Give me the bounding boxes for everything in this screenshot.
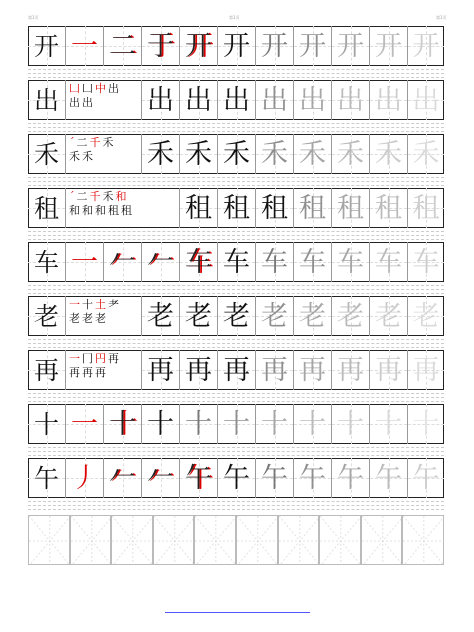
practice-cell (256, 80, 294, 120)
stroke-step-cell-glyph: 𠂉 (147, 462, 174, 494)
guide-line (28, 77, 444, 78)
practice-cell-glyph: 禾 (375, 138, 402, 170)
trace-cell (370, 26, 408, 66)
stroke-step-cell (180, 458, 218, 498)
stroke-step: 再 (82, 366, 93, 379)
stroke-step-cell (104, 26, 142, 66)
stroke-step: 再 (108, 352, 119, 365)
practice-cell (180, 350, 218, 390)
model-char-cell-glyph: 午 (33, 463, 59, 493)
stroke-order-line-top (69, 352, 138, 366)
stroke-order-sequence (66, 350, 142, 390)
guide-line (28, 455, 444, 456)
trace-cell-glyph: 十 (375, 408, 402, 440)
trace-cell (332, 458, 370, 498)
stroke-order-line-top (69, 82, 138, 96)
guide-line (28, 181, 444, 182)
guide-line (28, 123, 444, 124)
trace-cell-glyph: 开 (337, 30, 364, 62)
stroke-step: 出 (82, 96, 93, 109)
practice-cell (294, 188, 332, 228)
stroke-step-cell-glyph: 开 (185, 30, 212, 62)
trace-cell-glyph: 十 (299, 408, 326, 440)
mi-grid-guide (195, 516, 236, 565)
practice-cell-glyph: 租 (375, 192, 402, 224)
practice-cell (408, 134, 444, 174)
empty-practice-cell[interactable] (236, 515, 278, 565)
stroke-step: 一 (69, 298, 80, 311)
writing-guide-lines (28, 282, 444, 296)
stroke-step: 凵 (69, 82, 80, 95)
trace-cell-glyph: 十 (185, 408, 212, 440)
stroke-step: 千 (89, 190, 101, 203)
practice-cell (408, 80, 444, 120)
model-char-cell (28, 458, 66, 498)
stroke-step-cell (180, 26, 218, 66)
stroke-step: 出 (108, 82, 119, 95)
mi-grid-guide (154, 516, 195, 565)
trace-cell (218, 404, 256, 444)
trace-cell-glyph: 车 (375, 246, 402, 278)
practice-cell (294, 134, 332, 174)
trace-cell (294, 242, 332, 282)
guide-line (28, 69, 444, 70)
practice-cell-glyph: 出 (375, 84, 402, 116)
practice-row (28, 296, 444, 336)
stroke-step: 耂 (108, 298, 119, 311)
stroke-step: 中 (95, 82, 106, 95)
trace-cell-glyph: 十 (412, 408, 440, 440)
guide-line (28, 401, 444, 402)
stroke-step-cell (104, 404, 142, 444)
stroke-step: 再 (95, 366, 106, 379)
trace-cell (370, 458, 408, 498)
stroke-step: 老 (69, 312, 80, 325)
stroke-step: 禾 (102, 136, 114, 149)
practice-cell (180, 188, 218, 228)
stroke-step-cell (142, 404, 180, 444)
guide-line (28, 131, 444, 132)
practice-cell-glyph: 老 (223, 300, 250, 332)
empty-practice-grid (28, 515, 444, 565)
practice-cell (256, 350, 294, 390)
stroke-step-cell-glyph: 午 (223, 462, 250, 494)
guide-line (28, 293, 444, 294)
practice-cell (142, 80, 180, 120)
empty-practice-cell[interactable] (111, 515, 153, 565)
stroke-step: 土 (95, 298, 106, 311)
guide-line (28, 509, 444, 510)
practice-cell (256, 188, 294, 228)
practice-row (28, 134, 444, 174)
stroke-order-sequence (66, 188, 180, 228)
practice-cell (408, 350, 444, 390)
stroke-order-sequence (66, 134, 142, 174)
model-char-cell-glyph: 车 (33, 247, 59, 277)
practice-row (28, 80, 444, 120)
practice-cell (294, 350, 332, 390)
stroke-order-line-top (69, 190, 176, 204)
practice-cell (218, 80, 256, 120)
practice-cell-glyph: 再 (185, 354, 212, 386)
practice-cell-glyph: 再 (412, 354, 440, 386)
stroke-step-cell-glyph: 午 (185, 462, 212, 494)
model-char-cell-glyph: 开 (33, 31, 59, 61)
writing-guide-lines (28, 120, 444, 134)
stroke-step-cell-glyph: 𠂉 (109, 246, 136, 278)
header-center: 第1页 (229, 15, 240, 20)
stroke-order-line-bottom (69, 96, 138, 110)
trace-cell (294, 404, 332, 444)
practice-cell-glyph: 租 (185, 192, 212, 224)
practice-cell-glyph: 禾 (147, 138, 174, 170)
practice-cell (256, 134, 294, 174)
stroke-step: 禾 (82, 150, 93, 163)
stroke-order-line-top (69, 136, 138, 150)
practice-cell (218, 134, 256, 174)
practice-cell (332, 188, 370, 228)
stroke-step-cell-glyph: 𠂉 (109, 462, 136, 494)
stroke-step-cell-glyph: 一 (71, 246, 98, 278)
stroke-step: 禾 (69, 150, 80, 163)
stroke-step: 和 (69, 204, 80, 217)
trace-cell-glyph: 十 (223, 408, 250, 440)
empty-practice-cell[interactable] (70, 515, 112, 565)
practice-cell-glyph: 租 (223, 192, 250, 224)
writing-guide-lines (28, 498, 444, 512)
practice-cell-glyph: 出 (412, 84, 440, 116)
trace-cell-glyph: 开 (299, 30, 326, 62)
practice-row (28, 188, 444, 228)
trace-cell-glyph: 开 (412, 30, 440, 62)
stroke-step: ´ (69, 136, 75, 149)
practice-cell-glyph: 出 (337, 84, 364, 116)
trace-cell (294, 458, 332, 498)
stroke-step-cell-glyph: 车 (223, 246, 250, 278)
practice-cell-glyph: 出 (147, 84, 174, 116)
stroke-step-cell (180, 242, 218, 282)
model-char-cell-glyph: 出 (33, 85, 59, 115)
writing-guide-lines (28, 66, 444, 80)
practice-cell (294, 296, 332, 336)
empty-practice-cell[interactable] (278, 515, 320, 565)
guide-line (28, 289, 444, 290)
trace-cell (408, 26, 444, 66)
practice-row (28, 350, 444, 390)
mi-grid-guide (237, 516, 278, 565)
stroke-order-sequence (66, 80, 142, 120)
guide-line (28, 397, 444, 398)
practice-row (28, 404, 444, 444)
stroke-order-line-bottom (69, 204, 176, 218)
writing-guide-lines (28, 228, 444, 242)
header-left: 第1页 (28, 15, 39, 20)
guide-line (28, 127, 444, 128)
stroke-step-cell-glyph: 丿 (71, 462, 98, 494)
trace-cell-glyph: 车 (337, 246, 364, 278)
guide-line (28, 239, 444, 240)
practice-cell (180, 134, 218, 174)
stroke-step-cell-glyph: 于 (147, 30, 174, 62)
empty-practice-cell[interactable] (361, 515, 403, 565)
stroke-order-line-bottom (69, 150, 138, 164)
practice-cell-glyph: 出 (185, 84, 212, 116)
stroke-step-cell (104, 458, 142, 498)
trace-cell (256, 404, 294, 444)
trace-cell-glyph: 车 (299, 246, 326, 278)
practice-cell (142, 350, 180, 390)
writing-guide-lines (28, 390, 444, 404)
stroke-step: 円 (95, 352, 106, 365)
guide-line (28, 177, 444, 178)
practice-cell (332, 296, 370, 336)
practice-cell-glyph: 老 (375, 300, 402, 332)
stroke-step-cell (142, 26, 180, 66)
stroke-step: 凵 (82, 82, 93, 95)
stroke-step: 十 (82, 298, 93, 311)
trace-cell (408, 458, 444, 498)
empty-practice-cell[interactable] (194, 515, 236, 565)
empty-practice-cell[interactable] (319, 515, 361, 565)
guide-line (28, 347, 444, 348)
practice-cell-glyph: 禾 (299, 138, 326, 170)
trace-cell (332, 26, 370, 66)
model-char-cell (28, 80, 66, 120)
guide-line (28, 231, 444, 232)
practice-cell (142, 134, 180, 174)
practice-cell-glyph: 出 (299, 84, 326, 116)
guide-line (28, 235, 444, 236)
model-char-cell-glyph: 老 (33, 301, 59, 331)
stroke-order-sequence (66, 296, 142, 336)
trace-cell-glyph: 开 (261, 30, 288, 62)
trace-cell (294, 26, 332, 66)
practice-cell-glyph: 老 (261, 300, 288, 332)
stroke-step: 禾 (102, 190, 114, 203)
model-char-cell-glyph: 禾 (33, 139, 59, 169)
mi-grid-guide (29, 516, 70, 565)
model-char-cell (28, 242, 66, 282)
mi-grid-guide (362, 516, 403, 565)
practice-cell-glyph: 老 (147, 300, 174, 332)
model-char-cell-glyph: 十 (33, 409, 59, 439)
trace-cell (332, 242, 370, 282)
practice-cell (142, 296, 180, 336)
practice-cell-glyph: 再 (261, 354, 288, 386)
model-char-cell (28, 404, 66, 444)
writing-guide-lines (28, 444, 444, 458)
stroke-step-cell-glyph: 𠂉 (147, 246, 174, 278)
trace-cell (370, 404, 408, 444)
practice-cell-glyph: 再 (337, 354, 364, 386)
practice-cell (370, 296, 408, 336)
practice-cell-glyph: 老 (337, 300, 364, 332)
practice-cell-glyph: 出 (223, 84, 250, 116)
practice-row (28, 458, 444, 498)
practice-cell-glyph: 租 (412, 192, 440, 224)
practice-cell-glyph: 禾 (412, 138, 440, 170)
trace-cell (256, 242, 294, 282)
stroke-step: 冂 (82, 352, 93, 365)
practice-cell-glyph: 禾 (261, 138, 288, 170)
stroke-step-cell (142, 242, 180, 282)
model-char-cell (28, 296, 66, 336)
writing-guide-lines (28, 336, 444, 350)
mi-grid-guide (320, 516, 361, 565)
practice-cell (408, 296, 444, 336)
model-char-cell (28, 350, 66, 390)
practice-cell-glyph: 再 (223, 354, 250, 386)
practice-cell (370, 350, 408, 390)
guide-line (28, 339, 444, 340)
practice-cell-glyph: 老 (412, 300, 440, 332)
trace-cell-glyph: 午 (412, 462, 440, 494)
practice-cell-glyph: 出 (261, 84, 288, 116)
trace-cell-glyph: 午 (299, 462, 326, 494)
practice-row (28, 242, 444, 282)
practice-cell-glyph: 再 (299, 354, 326, 386)
mi-grid-guide (279, 516, 320, 565)
practice-cell-glyph: 老 (299, 300, 326, 332)
practice-cell (180, 80, 218, 120)
practice-cell (180, 296, 218, 336)
stroke-step-cell-glyph: 十 (109, 408, 136, 440)
stroke-step: 和 (82, 204, 93, 217)
footer-link-line[interactable] (165, 612, 310, 613)
trace-cell-glyph: 车 (412, 246, 440, 278)
mi-grid-guide (403, 516, 444, 565)
stroke-step-cell-glyph: 车 (185, 246, 212, 278)
practice-cell (408, 188, 444, 228)
stroke-step-cell (66, 26, 104, 66)
stroke-step-cell (104, 242, 142, 282)
stroke-step-cell (66, 242, 104, 282)
practice-cell-glyph: 租 (299, 192, 326, 224)
stroke-step: 和 (95, 204, 106, 217)
guide-line (28, 285, 444, 286)
practice-cell (332, 134, 370, 174)
stroke-step-cell (218, 242, 256, 282)
stroke-step-cell (218, 26, 256, 66)
practice-cell (370, 188, 408, 228)
practice-cell-glyph: 再 (147, 354, 174, 386)
practice-cell-glyph: 再 (375, 354, 402, 386)
stroke-order-line-bottom (69, 312, 138, 326)
writing-guide-lines (28, 174, 444, 188)
model-char-cell (28, 188, 66, 228)
practice-cell (332, 80, 370, 120)
guide-line (28, 501, 444, 502)
empty-practice-cell[interactable] (28, 515, 70, 565)
trace-cell (256, 458, 294, 498)
stroke-step: 租 (121, 204, 132, 217)
practice-cell (370, 80, 408, 120)
trace-cell-glyph: 午 (337, 462, 364, 494)
mi-grid-guide (112, 516, 153, 565)
practice-cell-glyph: 租 (337, 192, 364, 224)
guide-line (28, 185, 444, 186)
stroke-step-cell-glyph: 一 (71, 30, 98, 62)
trace-cell-glyph: 午 (375, 462, 402, 494)
stroke-step-cell-glyph: 十 (147, 408, 174, 440)
trace-cell (408, 242, 444, 282)
stroke-step-cell-glyph: 开 (223, 30, 250, 62)
stroke-step-cell-glyph: 二 (109, 30, 136, 62)
stroke-order-line-top (69, 298, 138, 312)
practice-sheet (28, 26, 444, 566)
stroke-step-cell (66, 404, 104, 444)
stroke-step: ´ (69, 190, 75, 203)
practice-cell (256, 296, 294, 336)
empty-practice-cell[interactable] (153, 515, 195, 565)
practice-cell (218, 296, 256, 336)
guide-line (28, 447, 444, 448)
practice-cell (218, 350, 256, 390)
trace-cell-glyph: 开 (375, 30, 402, 62)
practice-cell (294, 80, 332, 120)
stroke-step: 老 (95, 312, 106, 325)
practice-cell (332, 350, 370, 390)
practice-cell (218, 188, 256, 228)
model-char-cell-glyph: 再 (33, 355, 59, 385)
guide-line (28, 73, 444, 74)
trace-cell (370, 242, 408, 282)
stroke-step-cell (142, 458, 180, 498)
stroke-step: 租 (108, 204, 119, 217)
guide-line (28, 451, 444, 452)
stroke-step: 再 (69, 366, 80, 379)
trace-cell-glyph: 十 (337, 408, 364, 440)
stroke-step: 二 (76, 190, 88, 203)
model-char-cell (28, 26, 66, 66)
empty-practice-cell[interactable] (402, 515, 444, 565)
trace-cell-glyph: 十 (261, 408, 288, 440)
stroke-step: 二 (76, 136, 88, 149)
practice-cell-glyph: 租 (261, 192, 288, 224)
stroke-step: 一 (69, 352, 80, 365)
guide-line (28, 393, 444, 394)
trace-cell (256, 26, 294, 66)
stroke-step-cell (66, 458, 104, 498)
practice-cell-glyph: 禾 (337, 138, 364, 170)
guide-line (28, 343, 444, 344)
practice-cell-glyph: 老 (185, 300, 212, 332)
model-char-cell-glyph: 租 (33, 193, 59, 223)
stroke-step: 老 (82, 312, 93, 325)
trace-cell-glyph: 午 (261, 462, 288, 494)
trace-cell (408, 404, 444, 444)
stroke-step: 千 (89, 136, 101, 149)
model-char-cell (28, 134, 66, 174)
practice-cell (370, 134, 408, 174)
stroke-order-line-bottom (69, 366, 138, 380)
stroke-step-cell (218, 458, 256, 498)
trace-cell (180, 404, 218, 444)
header-right: 第1页 (436, 15, 447, 20)
trace-cell (332, 404, 370, 444)
practice-cell-glyph: 禾 (223, 138, 250, 170)
stroke-step: 出 (69, 96, 80, 109)
mi-grid-guide (71, 516, 112, 565)
stroke-step-cell-glyph: 一 (71, 408, 98, 440)
guide-line (28, 505, 444, 506)
trace-cell-glyph: 车 (261, 246, 288, 278)
practice-row (28, 26, 444, 66)
practice-cell-glyph: 禾 (185, 138, 212, 170)
stroke-step: 和 (115, 190, 127, 203)
